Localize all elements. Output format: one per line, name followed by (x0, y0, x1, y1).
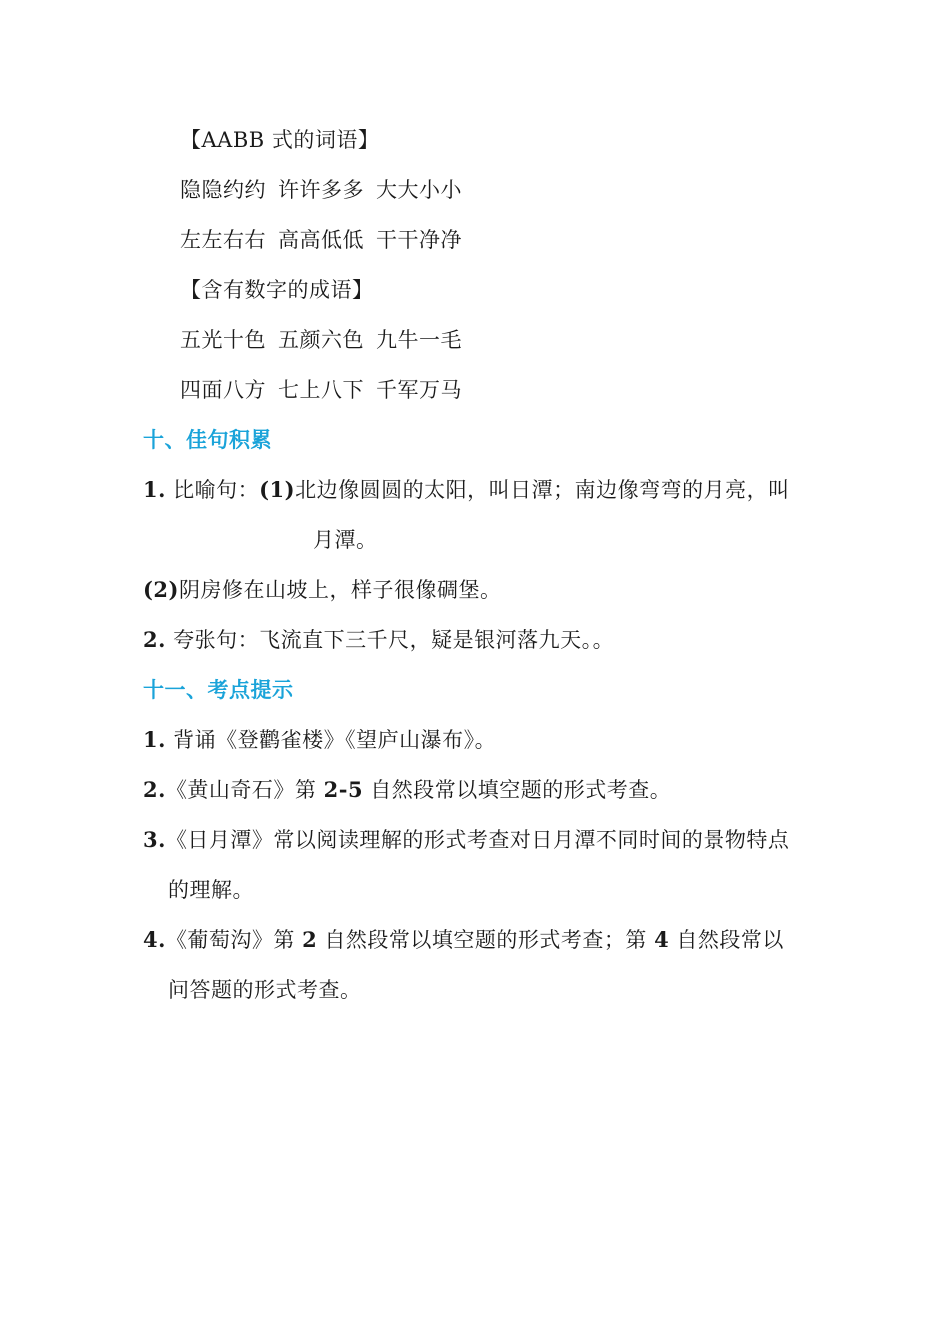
item-number: 1. (143, 727, 166, 752)
idiom: 九牛一毛 (376, 328, 462, 352)
item-number: 1. (143, 477, 166, 502)
item-text: 北边像圆圆的太阳，叫日潭；南边像弯弯的月亮，叫 (295, 478, 790, 502)
item-number: 4. (143, 927, 166, 952)
sub-item-number: (2) (143, 577, 179, 602)
word: 大大小小 (376, 178, 462, 202)
idiom: 千军万马 (376, 378, 462, 402)
paragraph-number-2: 4 (654, 927, 670, 952)
aabb-row-2 (180, 225, 462, 255)
word: 干干净净 (376, 228, 462, 252)
exam-point-4 (143, 925, 784, 955)
aabb-title: 【AABB 式的词语】 (180, 128, 380, 152)
item-text: 《日月潭》常以阅读理解的形式考查对日月潭不同时间的景物特点 (165, 828, 790, 852)
idiom: 七上八下 (278, 378, 364, 402)
item-number: 3. (143, 827, 166, 852)
idiom-title: 【含有数字的成语】 (180, 278, 374, 302)
item-text: 《黄山奇石》第 (165, 778, 324, 802)
word: 左左右右 (180, 228, 266, 252)
item-label: 比喻句： (173, 478, 260, 502)
idiom: 四面八方 (180, 378, 266, 402)
item-text: 《葡萄沟》第 (165, 928, 303, 952)
item-text-2: 自然段常以填空题的形式考查。 (363, 778, 672, 802)
word: 许许多多 (278, 178, 364, 202)
item-text: 夸张句：飞流直下三千尺，疑是银河落九天。。 (173, 628, 615, 652)
item-text-3: 自然段常以 (669, 928, 784, 952)
sub-item-number: (1) (259, 477, 296, 502)
section-10-heading: 十、佳句积累 (143, 428, 272, 452)
aabb-row-1 (180, 175, 462, 205)
idiom: 五光十色 (180, 328, 266, 352)
item-continuation: 的理解。 (168, 878, 254, 902)
idiom-row-2 (180, 375, 462, 405)
item-text: 背诵《登鹳雀楼》《望庐山瀑布》。 (173, 728, 497, 752)
sentence-item-1-2 (143, 575, 501, 605)
sentence-item-1 (143, 475, 790, 505)
item-text-2: 自然段常以填空题的形式考查；第 (317, 928, 655, 952)
section-11-heading: 十一、考点提示 (143, 678, 294, 702)
paragraph-number: 2 (302, 927, 318, 952)
item-text: 阴房修在山坡上，样子很像碉堡。 (178, 578, 502, 602)
item-continuation: 月潭。 (313, 528, 378, 552)
idiom: 五颜六色 (278, 328, 364, 352)
sentence-item-2 (143, 625, 614, 655)
item-number: 2. (143, 627, 166, 652)
idiom-row-1 (180, 325, 462, 355)
word: 隐隐约约 (180, 178, 266, 202)
word: 高高低低 (278, 228, 364, 252)
item-number: 2. (143, 777, 166, 802)
exam-point-1 (143, 725, 496, 755)
paragraph-range: 2-5 (323, 777, 364, 802)
exam-point-2 (143, 775, 671, 805)
item-continuation: 问答题的形式考查。 (168, 978, 362, 1002)
exam-point-3 (143, 825, 789, 855)
